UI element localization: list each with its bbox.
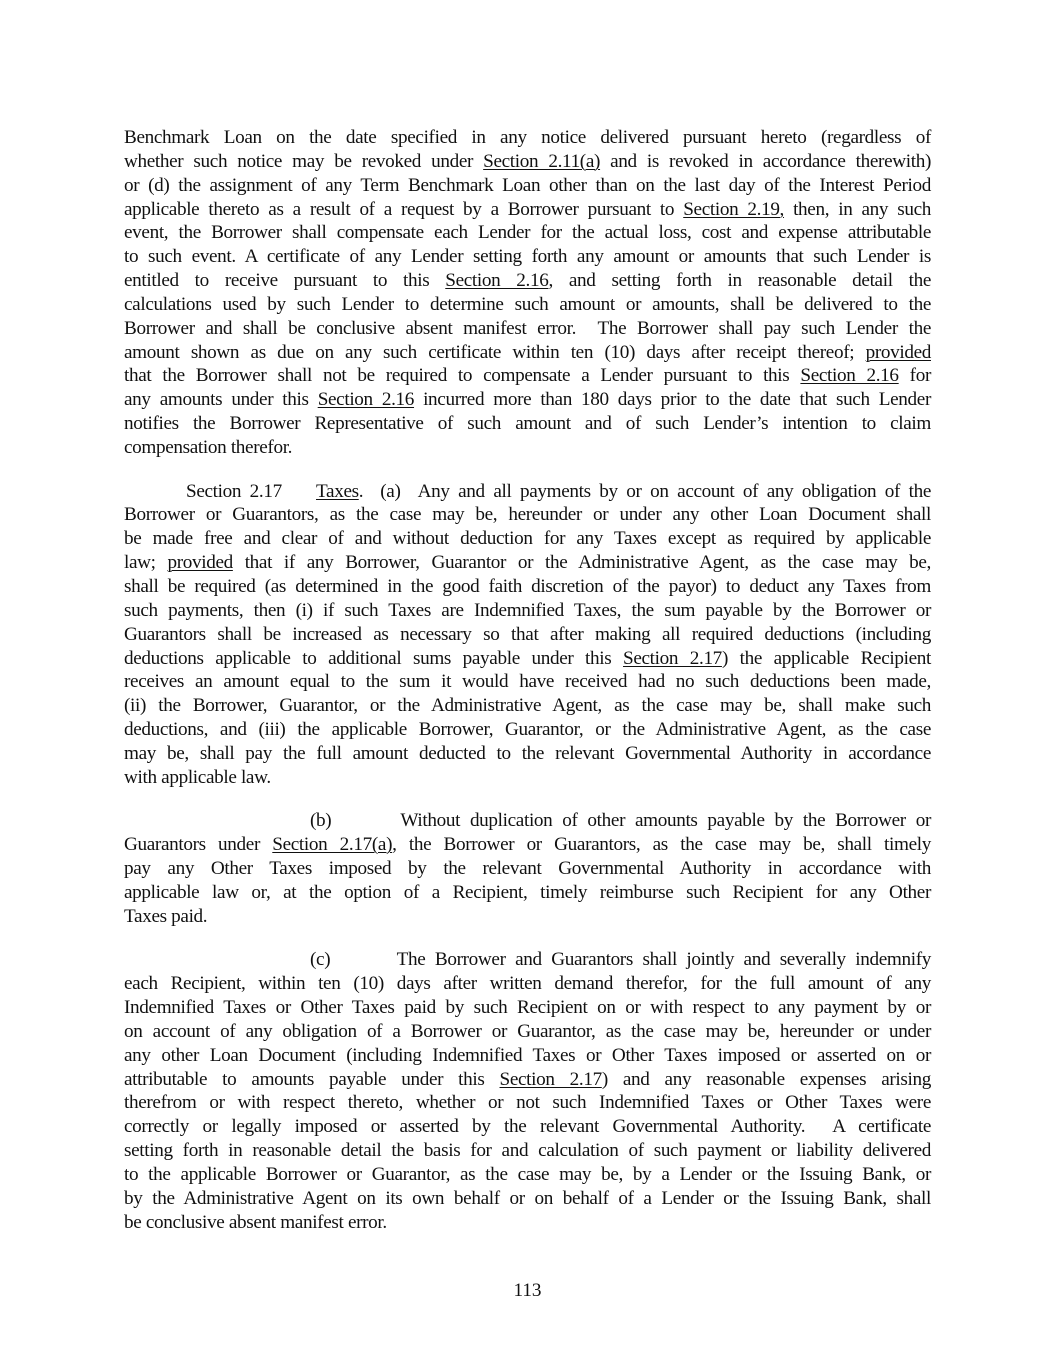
underlined-reference: provided (865, 341, 931, 363)
text-run: on account of any obligation of a Borrower or Guarantor, as the case may be, hereunder or under (124, 1020, 931, 1042)
text-line (124, 881, 931, 905)
text-line (124, 905, 931, 929)
text-line (124, 198, 931, 222)
text-line (124, 317, 931, 341)
text-run: Benchmark Loan on the date specified in any notice delivered pursuant hereto (regardless of (124, 127, 931, 148)
text-line (124, 1044, 931, 1068)
text-run: to such event. A certificate of any Lender setting forth any amount or amounts that such Lender is (124, 246, 931, 268)
text-run: then, in any such (784, 198, 931, 220)
text-run: therefrom or with respect thereto, whether or not such Indemnified Taxes or Other Taxes were (124, 1092, 931, 1114)
text-line (124, 647, 931, 671)
text-run: , and setting forth in reasonable detail the (548, 270, 932, 292)
text-run: (b) Without duplication of other amounts payable by the Borrower or (310, 810, 931, 832)
text-run: setting forth in reasonable detail the basis for and calculation of such payment or liability delivered (124, 1140, 931, 1162)
paragraph-section-2-17-a (124, 480, 931, 790)
text-run: calculations used by such Lender to determine such amount or amounts, shall be delivered to the (124, 293, 931, 315)
text-line (124, 742, 931, 766)
text-run: Borrower and shall be conclusive absent manifest error. The Borrower shall pay such Lender the (124, 317, 931, 339)
text-line (124, 1020, 931, 1044)
text-run: . (a) Any and all payments by or on account of any obligation of the (358, 480, 931, 502)
text-line (124, 1068, 931, 1092)
text-run: event, the Borrower shall compensate each Lender for the actual loss, cost and expense attributable (124, 222, 931, 244)
text-line (124, 1115, 931, 1139)
text-line (124, 527, 931, 551)
text-run: and is revoked in accordance therewith) (600, 150, 931, 172)
text-run: Taxes paid. (124, 905, 208, 927)
text-run: , the Borrower or Guarantors, as the case may be, shall timely (392, 834, 931, 856)
text-line (124, 948, 931, 972)
text-line (124, 245, 931, 269)
underlined-reference: provided (167, 552, 233, 574)
text-run: applicable law or, at the option of a Recipient, timely reimburse such Recipient for any Other (124, 881, 931, 903)
text-run: any amounts under this (124, 389, 318, 411)
paragraph-gap (124, 790, 931, 810)
text-line (124, 599, 931, 623)
text-line (124, 575, 931, 599)
text-line (124, 1091, 931, 1115)
paragraph-section-2-17-c (124, 948, 931, 1234)
text-run: incurred more than 180 days prior to the date that such Lender (414, 389, 931, 411)
text-line (124, 857, 931, 881)
underlined-reference: Section 2.16 (445, 270, 549, 292)
text-run: with applicable law. (124, 766, 271, 788)
text-run: ) and any reasonable expenses arising (601, 1068, 931, 1090)
text-run: Indemnified Taxes or Other Taxes paid by such Recipient on or with respect to any payment by or (124, 997, 931, 1019)
text-line (124, 341, 931, 365)
text-run: (c) The Borrower and Guarantors shall jointly and severally indemnify (310, 949, 931, 971)
underlined-reference: Section 2.19, (683, 198, 785, 220)
document-page (124, 126, 931, 1235)
text-run: for (898, 365, 931, 387)
text-line (124, 150, 931, 174)
text-run: attributable to amounts payable under this (124, 1068, 500, 1090)
text-run: or (d) the assignment of any Term Benchmark Loan other than on the last day of the Interest Period (124, 174, 931, 196)
text-line (124, 503, 931, 527)
page-number: 113 (513, 1280, 542, 1301)
text-run: that if any Borrower, Guarantor or the Administrative Agent, as the case may be, (232, 552, 931, 574)
paragraph-gap (124, 929, 931, 949)
text-line (124, 972, 931, 996)
text-line (124, 1187, 931, 1211)
text-run: deductions, and (iii) the applicable Borrower, Guarantor, or the Administrative Agent, as the case (124, 719, 931, 741)
text-line (124, 480, 931, 504)
text-run: law; (124, 552, 168, 574)
text-line (124, 221, 931, 245)
text-run: amount shown as due on any such certificate within ten (10) days after receipt thereof; (124, 341, 866, 363)
underlined-reference: Section 2.16 (317, 389, 415, 411)
text-line (124, 1211, 931, 1235)
text-line (124, 809, 931, 833)
text-line (124, 766, 931, 790)
underlined-reference: Section 2.17 (623, 647, 722, 669)
underlined-reference: Section 2.16 (800, 365, 899, 387)
text-line (124, 623, 931, 647)
text-run: that the Borrower shall not be required to compensate a Lender pursuant to this (124, 365, 801, 387)
paragraph-gap (124, 460, 931, 480)
text-line (124, 694, 931, 718)
text-run: Borrower or Guarantors, as the case may be, hereunder or under any other Loan Document shall (124, 504, 931, 526)
text-run: by the Administrative Agent on its own behalf or on behalf of a Lender or the Issuing Bank, shall (124, 1187, 931, 1209)
text-line (124, 718, 931, 742)
text-run: any other Loan Document (including Indemnified Taxes or Other Taxes imposed or asserted on or (124, 1044, 931, 1066)
text-run: shall be required (as determined in the good faith discretion of the payor) to deduct any Taxes from (124, 575, 931, 597)
text-run: to the applicable Borrower or Guarantor, as the case may be, by a Lender or the Issuing Bank, or (124, 1163, 931, 1185)
text-line (124, 670, 931, 694)
text-run: such payments, then (i) if such Taxes are Indemnified Taxes, the sum payable by the Borrower or (124, 599, 931, 621)
text-line (124, 126, 931, 150)
text-line (124, 833, 931, 857)
text-run: pay any Other Taxes imposed by the relevant Governmental Authority in accordance with (124, 858, 931, 880)
text-run: Guarantors shall be increased as necessary so that after making all required deductions (including (124, 623, 931, 645)
text-line (124, 551, 931, 575)
text-run: Section 2.17 (186, 480, 316, 502)
text-line (124, 388, 931, 412)
text-line (124, 996, 931, 1020)
text-run: receives an amount equal to the sum it would have received had no such deductions been made, (124, 671, 931, 693)
text-line (124, 174, 931, 198)
text-run: entitled to receive pursuant to this (124, 270, 446, 292)
text-run: (ii) the Borrower, Guarantor, or the Administrative Agent, as the case may be, shall make such (124, 695, 931, 717)
underlined-reference: Section 2.11(a) (483, 150, 601, 172)
paragraph-continuation-2-16 (124, 126, 931, 460)
text-line (124, 412, 931, 436)
text-run: correctly or legally imposed or asserted by the relevant Governmental Authority. A certificate (124, 1116, 931, 1138)
text-run: whether such notice may be revoked under (124, 150, 484, 172)
text-run: each Recipient, within ten (10) days after written demand therefor, for the full amount of any (124, 973, 931, 995)
text-line (124, 293, 931, 317)
text-line (124, 1163, 931, 1187)
text-line (124, 269, 931, 293)
underlined-reference: Section 2.17(a) (272, 834, 393, 856)
text-run: may be, shall pay the full amount deducted to the relevant Governmental Authority in accordance (124, 742, 931, 764)
text-line (124, 436, 931, 460)
underlined-reference: Section 2.17 (499, 1068, 602, 1090)
paragraph-section-2-17-b (124, 809, 931, 928)
text-run: Guarantors under (124, 834, 273, 856)
underlined-reference: Taxes (316, 480, 359, 502)
text-line (124, 364, 931, 388)
text-run: be conclusive absent manifest error. (124, 1211, 387, 1233)
text-run: deductions applicable to additional sums payable under this (124, 647, 624, 669)
text-run: ) the applicable Recipient (721, 647, 931, 669)
text-run: compensation therefor. (124, 436, 293, 458)
text-run: notifies the Borrower Representative of such amount and of such Lender’s intention to claim (124, 413, 931, 435)
text-run: be made free and clear of and without deduction for any Taxes except as required by applicable (124, 528, 931, 550)
text-run: applicable thereto as a result of a request by a Borrower pursuant to (124, 198, 684, 220)
text-line (124, 1139, 931, 1163)
